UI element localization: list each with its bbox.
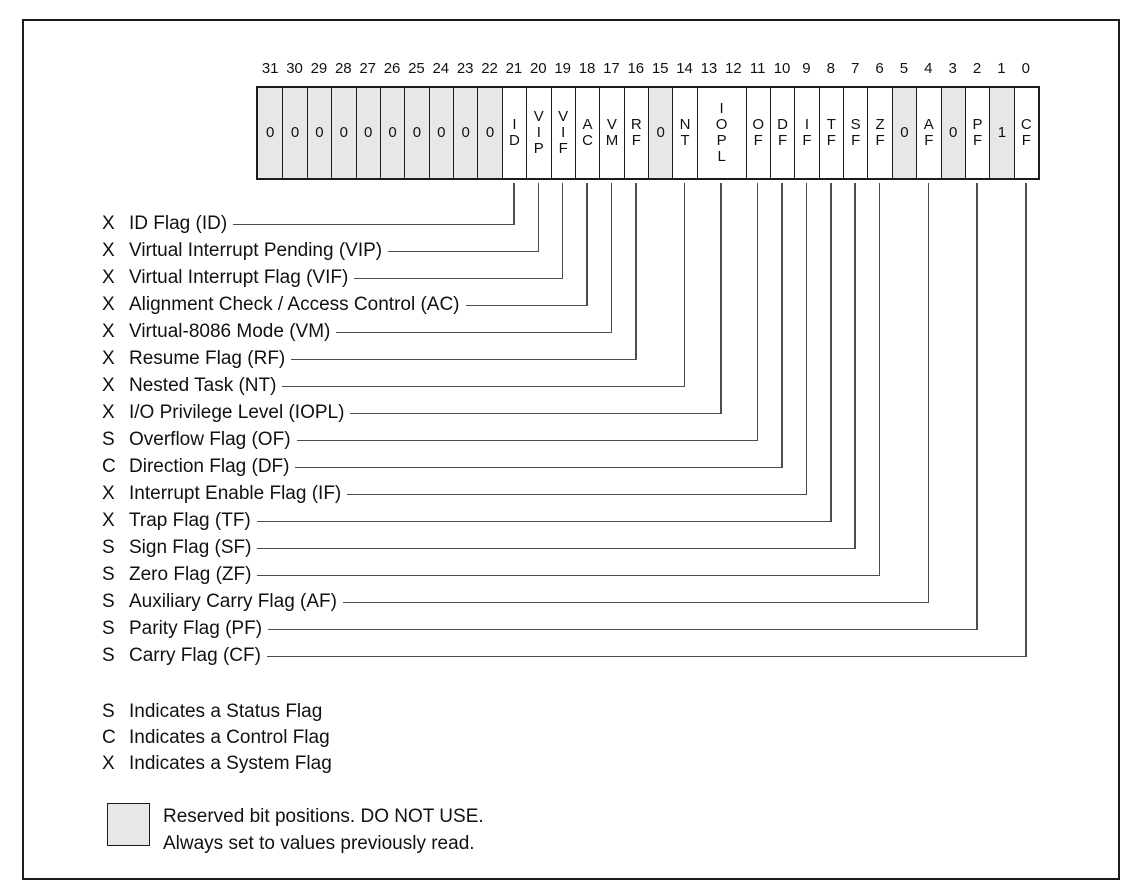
bit-number-23: 23 (456, 60, 474, 77)
connector-hline (295, 467, 782, 468)
flag-label: Resume Flag (RF) (129, 348, 286, 369)
bit-number-12: 12 (724, 60, 742, 77)
reserved-note-line1: Reserved bit positions. DO NOT USE. (163, 806, 484, 827)
flag-label: Virtual Interrupt Flag (VIF) (129, 267, 349, 288)
connector-hline (268, 629, 977, 630)
bit-cell-5: 0 (892, 88, 916, 178)
bit-cell-11 (746, 88, 770, 178)
bit-cell-letter: F (875, 132, 885, 149)
bit-cell-label (827, 117, 836, 149)
bit-number-3: 3 (948, 60, 957, 77)
connector-vline (586, 183, 588, 306)
bit-cell-letter: I (719, 100, 724, 117)
connector-hline (257, 521, 831, 522)
bit-number-29: 29 (310, 60, 328, 77)
legend-letter: S (102, 701, 115, 722)
legend-letter: X (102, 753, 115, 774)
legend-row (102, 726, 330, 750)
bit-cell-18 (575, 88, 599, 178)
bit-cell-letter: O (715, 116, 728, 133)
reserved-note-line2: Always set to values previously read. (163, 833, 475, 854)
flag-label: I/O Privilege Level (IOPL) (129, 402, 345, 423)
flag-label: Auxiliary Carry Flag (AF) (129, 591, 337, 612)
bit-cell-letter: F (802, 132, 812, 149)
bit-number-17: 17 (603, 60, 620, 77)
flag-label: Interrupt Enable Flag (IF) (129, 483, 342, 504)
flag-row (102, 239, 538, 263)
connector-hline (354, 278, 562, 279)
connector-vline (879, 183, 881, 576)
bit-cell-letter: I (536, 124, 541, 141)
bit-number-0: 0 (1021, 60, 1030, 77)
bit-cell-letter: T (680, 132, 690, 149)
bit-cell-13-12 (697, 88, 746, 178)
flag-type-letter: X (102, 294, 115, 315)
flag-label: Sign Flag (SF) (129, 537, 252, 558)
connector-hline (297, 440, 758, 441)
flag-row (102, 455, 782, 479)
bit-cell-letter: T (826, 116, 836, 133)
flag-row (102, 509, 831, 533)
bit-number-16: 16 (627, 60, 645, 77)
bit-cell-31: 0 (258, 88, 282, 178)
bit-cell-25: 0 (404, 88, 428, 178)
flag-type-letter: X (102, 510, 115, 531)
bit-cell-label (1021, 117, 1032, 149)
flag-row (102, 320, 611, 344)
bit-number-28: 28 (334, 60, 352, 77)
bit-number-6: 6 (875, 60, 884, 77)
flag-label: Virtual-8086 Mode (VM) (129, 321, 331, 342)
bit-cell-17 (599, 88, 623, 178)
bit-number-21: 21 (505, 60, 523, 77)
bit-cell-28: 0 (331, 88, 355, 178)
bit-cell-label (875, 117, 884, 149)
bit-number-24: 24 (432, 60, 450, 77)
connector-vline (611, 183, 613, 333)
flag-row (102, 374, 685, 398)
bit-cell-letter: F (753, 132, 763, 149)
bit-cell-letter: M (605, 132, 619, 149)
connector-vline (562, 183, 564, 279)
flag-type-letter: X (102, 483, 115, 504)
flag-label: ID Flag (ID) (129, 213, 228, 234)
bit-number-26: 26 (383, 60, 401, 77)
flag-row (102, 212, 514, 236)
flag-label: Alignment Check / Access Control (AC) (129, 294, 460, 315)
bit-cell-label (752, 117, 764, 149)
flag-type-letter: X (102, 402, 115, 423)
bit-cell-22: 0 (477, 88, 501, 178)
bit-number-25: 25 (408, 60, 425, 77)
flag-type-letter: S (102, 645, 115, 666)
flag-row (102, 617, 977, 641)
bit-cell-letter: F (851, 132, 861, 149)
bit-number-27: 27 (359, 60, 377, 77)
flag-row (102, 590, 928, 614)
bit-cell-26: 0 (380, 88, 404, 178)
bit-cell-0 (1014, 88, 1038, 178)
bit-cell-label (582, 117, 593, 149)
bit-cell-27: 0 (356, 88, 380, 178)
legend-row (102, 752, 332, 776)
connector-vline (976, 183, 978, 630)
flag-type-letter: X (102, 348, 115, 369)
bit-cell-label (558, 109, 568, 157)
bit-number-5: 5 (899, 60, 909, 77)
bit-number-31: 31 (261, 60, 279, 77)
bit-cell-letter: D (509, 132, 520, 149)
bit-number-9: 9 (802, 60, 811, 77)
bit-number-4: 4 (924, 60, 933, 77)
bit-cell-6 (867, 88, 891, 178)
flag-label: Overflow Flag (OF) (129, 429, 291, 450)
flag-type-letter: X (102, 213, 115, 234)
flag-row (102, 536, 855, 560)
connector-hline (233, 224, 514, 225)
flag-type-letter: C (102, 456, 116, 477)
bit-number-15: 15 (651, 60, 669, 77)
bit-cell-8 (819, 88, 843, 178)
connector-hline (257, 575, 879, 576)
bit-cell-7 (843, 88, 867, 178)
flag-label: Nested Task (NT) (129, 375, 277, 396)
flag-row (102, 401, 721, 425)
bit-cell-letter: L (717, 148, 726, 165)
connector-hline (257, 548, 855, 549)
bit-number-20: 20 (529, 60, 547, 77)
flag-type-letter: X (102, 375, 115, 396)
flag-type-letter: S (102, 429, 115, 450)
connector-vline (720, 183, 722, 414)
connector-vline (684, 183, 686, 387)
flag-label: Trap Flag (TF) (129, 510, 251, 531)
bit-cell-label (606, 117, 619, 149)
flag-row (102, 293, 587, 317)
bit-cell-letter: P (533, 140, 544, 157)
legend-row (102, 700, 322, 724)
bit-cell-label (631, 117, 642, 149)
bit-cell-letter: Z (875, 116, 885, 133)
bit-cell-20 (526, 88, 550, 178)
bit-cell-letter: F (1021, 132, 1031, 149)
bit-cell-29: 0 (307, 88, 331, 178)
bit-cell-letter: F (924, 132, 934, 149)
bit-cell-30: 0 (282, 88, 306, 178)
bit-cell-letter: F (558, 140, 568, 157)
bit-number-30: 30 (286, 60, 303, 77)
connector-hline (466, 305, 588, 306)
flag-row (102, 347, 636, 371)
flag-row (102, 266, 563, 290)
bit-cell-9 (794, 88, 818, 178)
flag-label: Carry Flag (CF) (129, 645, 261, 666)
flag-label: Parity Flag (PF) (129, 618, 263, 639)
bit-cell-letter: F (972, 132, 983, 149)
flag-label: Zero Flag (ZF) (129, 564, 252, 585)
connector-hline (350, 413, 721, 414)
connector-vline (854, 183, 856, 549)
connector-vline (806, 183, 808, 495)
bit-cell-10 (770, 88, 794, 178)
bit-cell-label (777, 117, 788, 149)
legend-text: Indicates a Control Flag (129, 727, 330, 748)
bit-number-13: 13 (700, 60, 718, 77)
bit-cell-letter: R (630, 116, 642, 133)
bit-cell-letter: N (679, 116, 691, 133)
connector-vline (635, 183, 637, 360)
flag-type-letter: S (102, 618, 115, 639)
bit-cell-letter: D (777, 116, 788, 133)
connector-vline (928, 183, 930, 603)
flag-row (102, 428, 758, 452)
bit-cell-16 (624, 88, 648, 178)
flag-type-letter: S (102, 591, 115, 612)
bit-cell-letter: S (850, 116, 861, 133)
bit-cell-label (851, 117, 861, 149)
bit-cell-letter: P (716, 132, 727, 149)
bit-cell-24: 0 (429, 88, 453, 178)
bit-cell-letter: V (606, 116, 617, 133)
connector-hline (336, 332, 611, 333)
flag-type-letter: S (102, 564, 115, 585)
bit-number-18: 18 (578, 60, 596, 77)
bit-cell-letter: F (777, 132, 788, 149)
bit-cell-label (534, 109, 544, 157)
flag-label: Direction Flag (DF) (129, 456, 290, 477)
bit-number-14: 14 (676, 60, 693, 77)
connector-hline (388, 251, 538, 252)
bit-cell-letter: V (558, 108, 569, 125)
bit-number-1: 1 (997, 60, 1006, 77)
bit-cell-letter: C (1020, 116, 1032, 133)
connector-vline (1025, 183, 1027, 657)
bit-number-8: 8 (826, 60, 835, 77)
bit-cell-label (716, 101, 728, 165)
legend-letter: C (102, 727, 116, 748)
bit-cell-letter: C (582, 132, 593, 149)
bit-cell-19 (551, 88, 575, 178)
bit-number-19: 19 (554, 60, 572, 77)
bit-cell-letter: A (923, 116, 934, 133)
bit-cell-3: 0 (941, 88, 965, 178)
legend-text: Indicates a System Flag (129, 753, 332, 774)
bit-cell-14 (672, 88, 696, 178)
bit-cell-2 (965, 88, 989, 178)
flag-row (102, 644, 1026, 668)
bit-cell-letter: A (582, 116, 593, 133)
flag-row (102, 563, 880, 587)
bit-cell-label (509, 117, 520, 149)
reserved-note (163, 803, 484, 857)
bit-cell-letter: I (512, 116, 517, 133)
connector-hline (282, 386, 684, 387)
bit-number-7: 7 (851, 60, 860, 77)
register-box (256, 86, 1040, 180)
bit-cell-21 (502, 88, 526, 178)
bit-cell-label (802, 117, 811, 149)
reserved-swatch (107, 803, 150, 846)
bit-number-22: 22 (481, 60, 498, 77)
bit-cell-label (924, 117, 934, 149)
bit-cell-letter: O (752, 116, 765, 133)
flag-row (102, 482, 806, 506)
connector-hline (267, 656, 1026, 657)
connector-hline (291, 359, 636, 360)
connector-hline (343, 602, 928, 603)
bit-number-11: 11 (749, 60, 766, 77)
connector-hline (347, 494, 806, 495)
bit-cell-letter: V (533, 108, 544, 125)
connector-vline (781, 183, 783, 468)
bit-number-2: 2 (972, 60, 982, 77)
flag-type-letter: X (102, 240, 115, 261)
bit-cell-label (973, 117, 983, 149)
bit-cell-label (680, 117, 691, 149)
bit-cell-15: 0 (648, 88, 672, 178)
bit-cell-letter: I (561, 124, 566, 141)
bit-cell-23: 0 (453, 88, 477, 178)
bit-cell-letter: P (972, 116, 983, 133)
flag-type-letter: X (102, 321, 115, 342)
bit-number-10: 10 (773, 60, 791, 77)
bit-cell-letter: I (804, 116, 810, 133)
flag-label: Virtual Interrupt Pending (VIP) (129, 240, 383, 261)
connector-vline (757, 183, 759, 441)
bit-cell-1: 1 (989, 88, 1013, 178)
bit-cell-4 (916, 88, 940, 178)
flag-type-letter: X (102, 267, 115, 288)
flag-type-letter: S (102, 537, 115, 558)
legend-text: Indicates a Status Flag (129, 701, 323, 722)
connector-vline (830, 183, 832, 522)
bit-cell-letter: F (631, 132, 641, 149)
bit-cell-letter: F (826, 132, 836, 149)
